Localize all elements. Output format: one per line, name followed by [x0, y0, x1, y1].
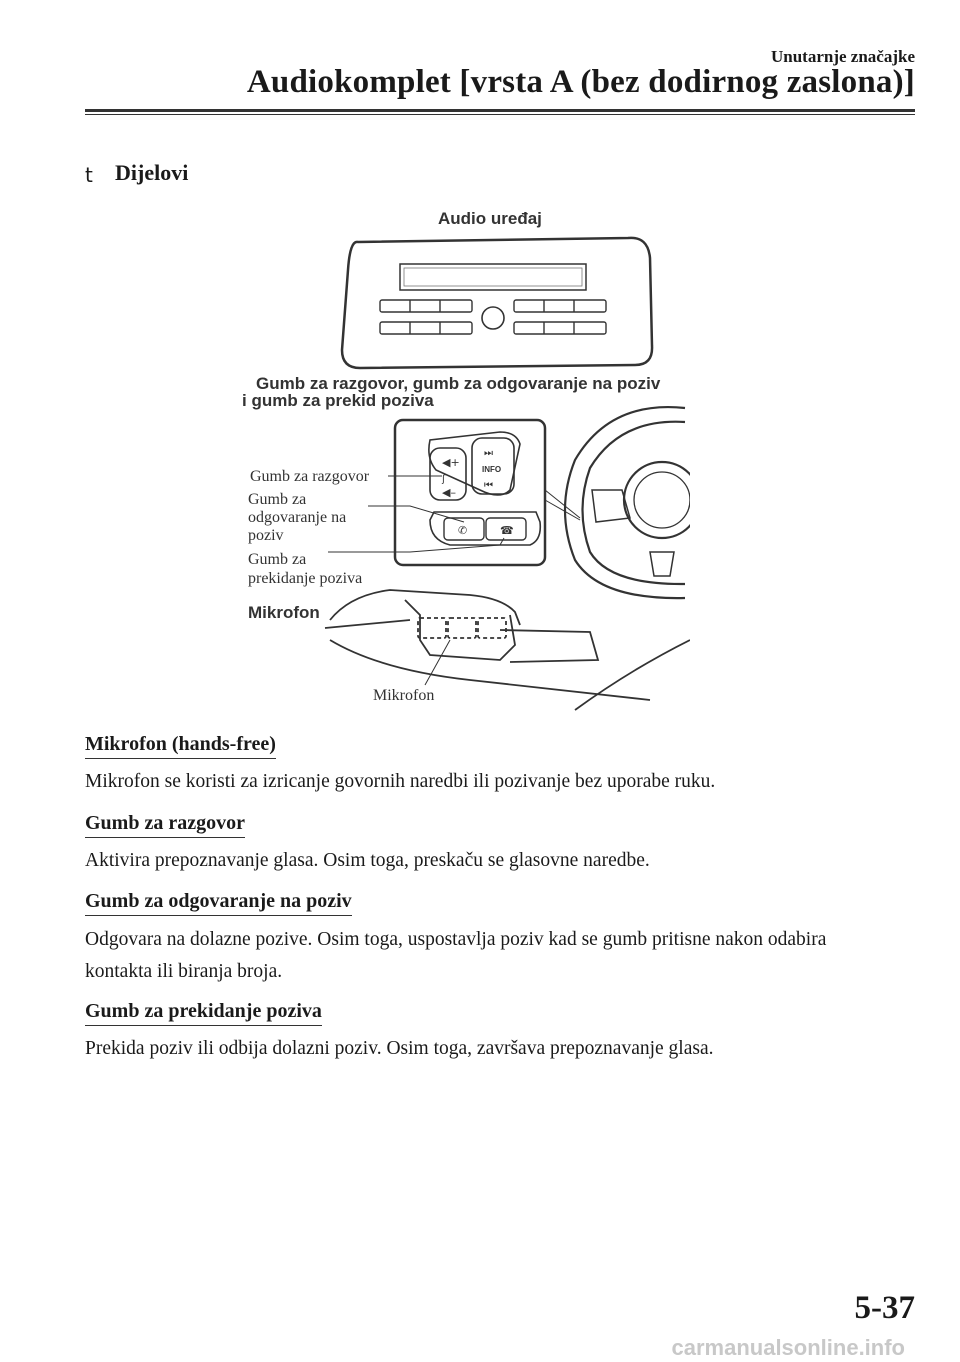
- svg-text:✆: ✆: [458, 524, 468, 537]
- steering-wheel-illustration: [565, 407, 690, 598]
- microphone-heading: Mikrofon: [248, 603, 320, 622]
- switch-inset-box: [395, 420, 545, 565]
- section-heading: Dijelovi: [115, 160, 189, 185]
- microphone-callout: Mikrofon: [373, 687, 435, 704]
- term-talk-button: Gumb za razgovor: [85, 812, 245, 838]
- answer-label-line3: poziv: [248, 527, 284, 544]
- header-rule-thin: [85, 114, 915, 115]
- description-hangup-button: Prekida poziv ili odbija dolazni poziv. Osim toga, završava prepoznavanje glasa.: [85, 1038, 714, 1059]
- info-key-label: INFO: [482, 465, 502, 474]
- page-title: Audiokomplet [vrsta A (bez dodirnog zaslona)]: [246, 64, 915, 100]
- parts-figure: [230, 200, 690, 715]
- term-answer-button: Gumb za odgovaranje na poziv: [85, 890, 352, 916]
- buttons-heading-line1: Gumb za razgovor, gumb za odgovaranje na poziv: [256, 374, 661, 393]
- svg-text:ʃ: ʃ: [442, 474, 446, 485]
- answer-label-line1: Gumb za: [248, 491, 307, 508]
- svg-text:◀–: ◀–: [442, 486, 456, 499]
- svg-text:◀+: ◀+: [442, 456, 460, 469]
- header-section-label: Unutarnje značajke: [770, 47, 915, 66]
- section-bullet: t: [85, 163, 93, 187]
- description-talk-button: Aktivira prepoznavanje glasa. Osim toga, preskaču se glasovne naredbe.: [85, 850, 650, 871]
- watermark: carmanualsonline.info: [671, 1335, 905, 1360]
- description-answer-button: Odgovara na dolazne pozive. Osim toga, uspostavlja poziv kad se gumb pritisne nakon odabira kontakta ili biranja broja.: [85, 929, 827, 982]
- term-microphone: Mikrofon (hands-free): [85, 733, 276, 759]
- header-rule: [85, 109, 915, 112]
- description-microphone: Mikrofon se koristi za izricanje govornih naredbi ili pozivanje bez uporabe ruku.: [85, 771, 716, 792]
- svg-text:⏭: ⏭: [484, 448, 493, 459]
- buttons-heading-line2: i gumb za prekid poziva: [242, 391, 434, 410]
- talk-button-label: Gumb za razgovor: [250, 468, 370, 485]
- svg-text:☎: ☎: [500, 524, 514, 537]
- svg-text:⏮: ⏮: [484, 480, 493, 491]
- audio-unit-label: Audio uređaj: [438, 209, 542, 228]
- hangup-label-line2: prekidanje poziva: [248, 570, 363, 587]
- hangup-label-line1: Gumb za: [248, 551, 307, 568]
- page-number: 5-37: [854, 1290, 915, 1326]
- answer-label-line2: odgovaranje na: [248, 509, 347, 526]
- term-hangup-button: Gumb za prekidanje poziva: [85, 1000, 322, 1026]
- audio-knob: [482, 307, 504, 329]
